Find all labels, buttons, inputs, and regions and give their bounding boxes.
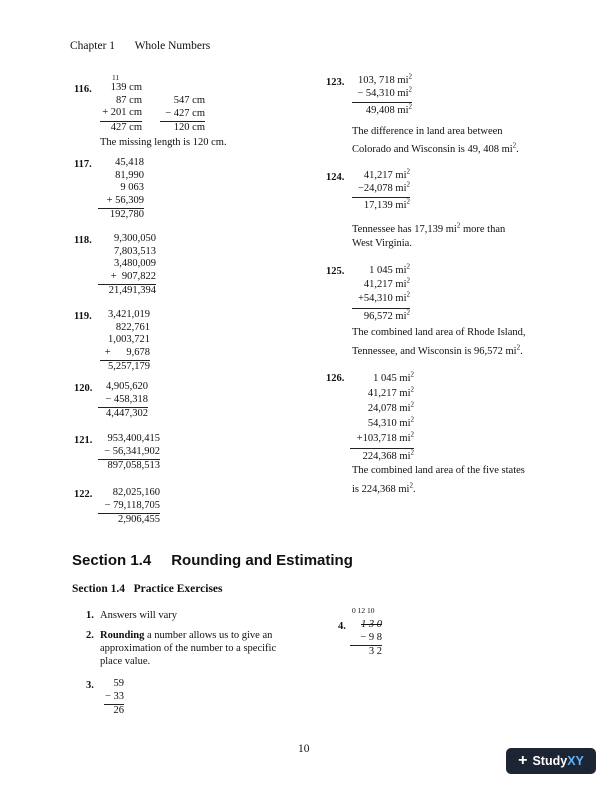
exponent: 2 [408, 85, 412, 93]
exponent: 2 [406, 290, 410, 299]
answer-note: is 224,368 $mi^2$. [352, 481, 416, 495]
minuend: 4,905,620 [106, 381, 148, 392]
problem-number: 119. [74, 311, 92, 322]
sum: 192,780 [109, 209, 144, 220]
answer-note: Tennessee has 17,139 $mi^2$ more than [352, 221, 506, 235]
addend: 7,803,513 [114, 245, 156, 257]
subtrahend: − 427 cm [165, 107, 205, 119]
problem-122-stack [98, 487, 160, 527]
difference: 49,408 mi [365, 105, 409, 116]
section-heading: Section 1.4 Rounding and Estimating [72, 552, 353, 569]
chapter-title: Whole Numbers [134, 40, 211, 52]
difference: 17,139 mi [363, 200, 407, 211]
exercise-answer: Answers will vary [100, 610, 177, 621]
chapter-label: Chapter 1 [70, 40, 116, 52]
exponent: 2 [406, 308, 410, 317]
problem-126-stack [350, 371, 414, 464]
chapter-header [70, 40, 210, 52]
page-number: 10 [298, 743, 310, 755]
minuend: 59 [113, 678, 124, 689]
difference: 120 cm [173, 122, 205, 133]
addend: 45,418 [115, 157, 144, 168]
addend: 41,217 mi [367, 388, 411, 399]
problem-number: 120. [74, 383, 93, 394]
answer-note: The missing length is 120 cm. [100, 137, 227, 148]
addend: 822,761 [115, 321, 150, 333]
subsection-heading: Section 1.4 Practice Exercises [72, 583, 223, 595]
exercise-number: 4. [338, 621, 346, 632]
addend: + 907,822 [110, 270, 156, 282]
badge-study-text: Study [532, 754, 568, 768]
difference: 2,906,455 [118, 514, 160, 525]
difference: 4,447,302 [106, 408, 148, 419]
exponent: 2 [410, 448, 414, 457]
problem-124-stack [352, 167, 410, 213]
addend: + 201 cm [102, 107, 142, 118]
problem-number: 126. [326, 373, 345, 384]
exercise-number: 3. [86, 680, 94, 691]
exponent: 2 [410, 430, 414, 439]
exercise-number: 2. [86, 630, 94, 641]
exercise-number: 1. [86, 610, 94, 621]
sum: 224,368 mi [362, 451, 411, 462]
sum: 427 cm [110, 121, 142, 133]
problem-125-stack [352, 264, 410, 324]
problem-number: 124. [326, 172, 345, 183]
problem-number: 121. [74, 435, 93, 446]
sum: 96,572 mi [363, 311, 407, 322]
addend: 54,310 mi [367, 418, 411, 429]
minuend: 41,217 mi [363, 170, 407, 181]
exponent: 2 [410, 415, 414, 424]
addend: 9 063 [120, 182, 144, 193]
addend: + 9,678 [104, 346, 150, 358]
subtrahend: − 56,341,902 [104, 445, 160, 457]
exponent: 2 [410, 370, 414, 379]
exponent: 2 [406, 180, 410, 188]
addend: 87 cm [116, 94, 142, 106]
exercise-answer: Rounding a number allows us to give an approximation of the number to a specific place value. [100, 630, 277, 667]
answer-note: Colorado and Wisconsin is 49, 408 $mi^2$. [352, 141, 519, 155]
difference: 897,058,513 [107, 460, 160, 471]
addend: + 56,309 [106, 194, 144, 206]
exercise-4-stack [350, 619, 382, 659]
addend: +103,718 mi [356, 433, 411, 444]
addend: +54,310 mi [357, 293, 407, 304]
answer-note: The combined land area of the five states [352, 465, 525, 476]
addend: 1,003,721 [108, 334, 150, 345]
addend: 9,300,050 [114, 233, 156, 244]
subtrahend: − 79,118,705 [104, 499, 160, 511]
studyxy-badge[interactable] [506, 748, 596, 774]
subtrahend: − 458,318 [105, 393, 148, 405]
sum: 21,491,394 [108, 285, 156, 296]
problem-number: 118. [74, 235, 92, 246]
addend: 3,421,019 [108, 309, 150, 320]
answer-note: West Virginia. [352, 238, 412, 249]
difference: 26 [113, 705, 124, 716]
problem-123-stack [352, 72, 412, 118]
problem-number: 125. [326, 266, 345, 277]
subtrahend: − 54,310 mi [357, 87, 409, 99]
addend: 1 045 mi [369, 265, 407, 276]
subtrahend: − 9 8 [360, 631, 382, 643]
problem-118-stack [98, 233, 156, 298]
minuend: 82,025,160 [112, 487, 160, 498]
minuend: 103, 718 mi [358, 75, 409, 86]
exponent: 2 [408, 72, 412, 81]
problem-121-stack [98, 433, 160, 473]
problem-number: 116. [74, 84, 92, 95]
answer-note: The difference in land area between [352, 126, 503, 137]
problem-117-stack [98, 157, 144, 222]
borrow-digits: 0 12 10 [352, 606, 375, 615]
badge-xy-text: XY [567, 754, 584, 768]
problem-number: 117. [74, 159, 92, 170]
exponent: 2 [406, 262, 410, 271]
answer-note: The combined land area of Rhode Island, [352, 327, 526, 338]
addend: 139 cm [110, 82, 142, 93]
exercise-3-stack [104, 678, 124, 718]
problem-116-column-a [100, 82, 142, 134]
minuend: 547 cm [173, 95, 205, 106]
carry-digits: 11 [112, 73, 120, 82]
subtrahend: −24,078 mi [357, 182, 407, 194]
problem-119-stack [100, 309, 150, 374]
minuend: 953,400,415 [107, 433, 160, 444]
addend: 1 045 mi [373, 373, 411, 384]
minuend-crossed: 1 3 0 [361, 619, 382, 630]
exponent: 2 [406, 276, 410, 285]
addend: 41,217 mi [363, 279, 407, 290]
difference: 3 2 [368, 646, 382, 657]
addend: 81,990 [115, 169, 144, 181]
exponent: 2 [410, 385, 414, 394]
problem-116-column-b [160, 95, 205, 135]
problem-120-stack [98, 381, 148, 421]
addend: 3,480,009 [114, 258, 156, 269]
exponent: 2 [406, 197, 410, 206]
plus-icon: + [518, 752, 528, 769]
exponent: 2 [408, 102, 412, 111]
exponent: 2 [410, 400, 414, 409]
subtrahend: − 33 [104, 690, 124, 702]
answer-note: Tennessee, and Wisconsin is 96,572 $mi^2$. [352, 343, 523, 357]
sum: 5,257,179 [108, 361, 150, 372]
exponent: 2 [406, 167, 410, 176]
problem-number: 123. [326, 77, 345, 88]
problem-number: 122. [74, 489, 93, 500]
addend: 24,078 mi [367, 403, 411, 414]
